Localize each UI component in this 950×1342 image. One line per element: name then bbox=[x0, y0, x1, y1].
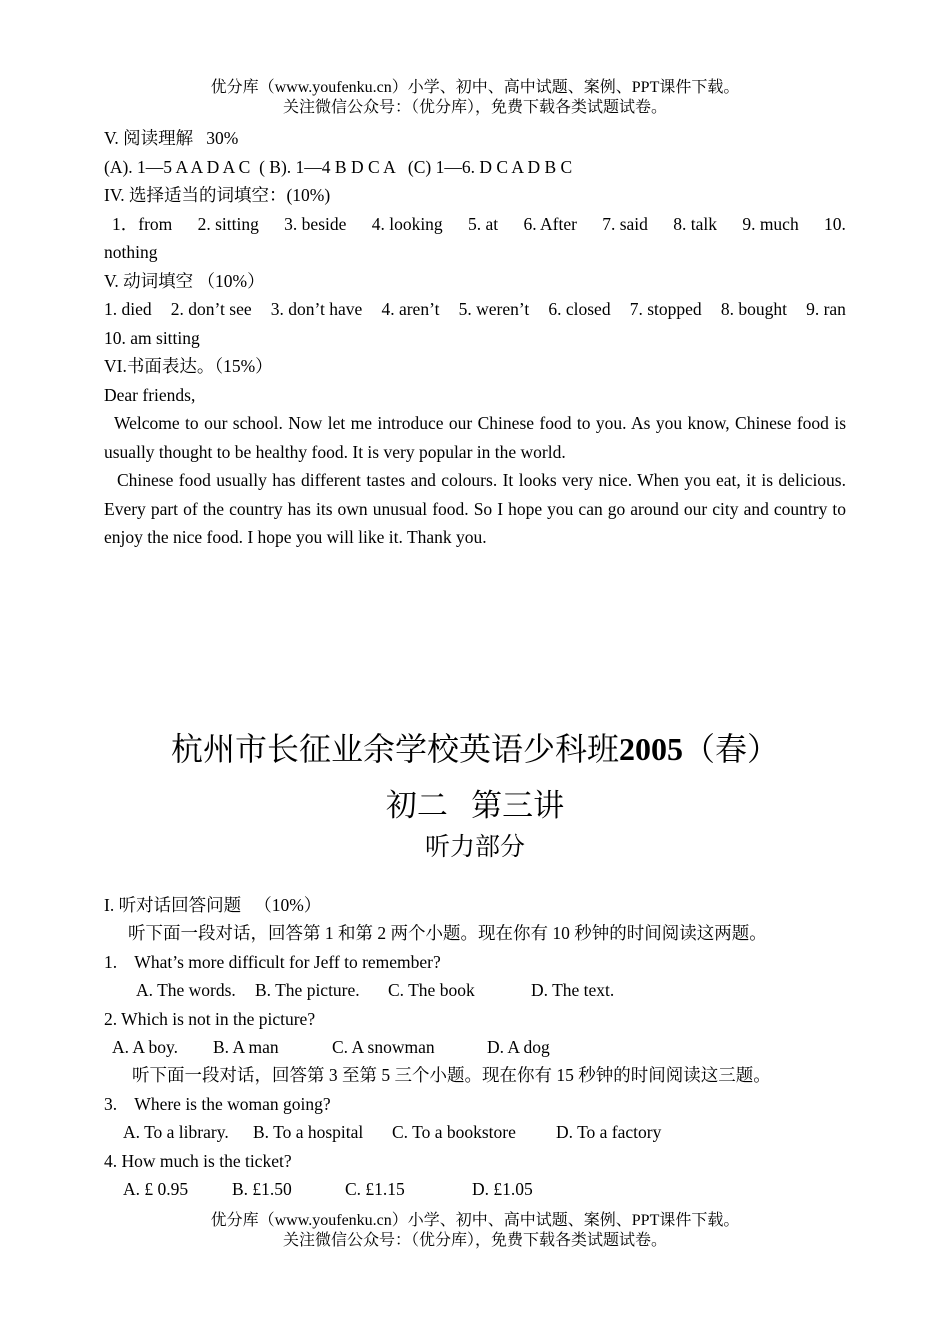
vocab-item: 2. sitting bbox=[197, 213, 259, 234]
option: D. A dog bbox=[487, 1037, 550, 1058]
title-year: 2005 bbox=[619, 731, 683, 767]
reading-answers: (A). 1—5 A A D A C ( B). 1—4 B D C A (C) 1—6. D C A D B C bbox=[104, 156, 573, 177]
listening-part-title: I. 听对话回答问题 （10%） bbox=[104, 895, 322, 915]
option: B. The picture. bbox=[255, 980, 360, 1001]
verb-item: 3. don’t have bbox=[270, 299, 363, 319]
question-2-options bbox=[104, 1033, 846, 1061]
verb-item: 8. bought bbox=[720, 299, 787, 319]
footer-line-2: 关注微信公众号：（优分库），免费下载各类试题试卷。 bbox=[282, 1232, 667, 1249]
document-title bbox=[0, 726, 950, 772]
option: D. £1.05 bbox=[472, 1179, 533, 1200]
letter-greeting: Dear friends, bbox=[104, 384, 196, 405]
page-footer bbox=[0, 1211, 950, 1251]
option: A. £ 0.95 bbox=[123, 1179, 189, 1200]
option: C. £1.15 bbox=[345, 1179, 405, 1200]
question-4: 4. How much is the ticket? bbox=[104, 1150, 292, 1171]
title-prefix: 杭州市长征业余学校英语少科班 bbox=[170, 731, 619, 767]
question-4-options bbox=[104, 1175, 846, 1203]
option: A. A boy. bbox=[112, 1037, 178, 1058]
document-subtitle: 初二 第三讲 bbox=[385, 788, 565, 823]
option: C. The book bbox=[388, 980, 475, 1001]
answer-key bbox=[104, 124, 846, 552]
title-suffix: （春） bbox=[683, 731, 780, 767]
vocab-item: 9. much bbox=[742, 213, 799, 234]
option: B. A man bbox=[213, 1037, 279, 1058]
writing-title: VI.书面表达。（15%） bbox=[104, 356, 273, 376]
vocab-item: 5. at bbox=[468, 213, 499, 234]
vocab-item: 6. After bbox=[523, 213, 577, 234]
vocab-item: 7. said bbox=[602, 213, 648, 234]
verb-last: 10. am sitting bbox=[104, 327, 200, 348]
option: B. To a hospital bbox=[253, 1122, 364, 1143]
option: D. To a factory bbox=[556, 1122, 662, 1143]
vocab-item: 10. bbox=[824, 213, 846, 234]
verb-item: 5. weren’t bbox=[458, 299, 530, 319]
section-title: 听力部分 bbox=[424, 834, 525, 861]
vocab-title: IV. 选择适当的词填空：(10%) bbox=[104, 185, 331, 205]
option: A. The words. bbox=[136, 980, 236, 1001]
option: C. To a bookstore bbox=[392, 1122, 516, 1143]
header-line-2: 关注微信公众号：（优分库），免费下载各类试题试卷。 bbox=[282, 99, 667, 116]
verb-item: 7. stopped bbox=[629, 299, 702, 319]
vocab-answers bbox=[104, 210, 846, 239]
verb-title: V. 动词填空 （10%） bbox=[104, 270, 265, 291]
verb-item: 4. aren’t bbox=[381, 299, 440, 319]
verb-item: 1. died bbox=[104, 299, 152, 319]
question-2: 2. Which is not in the picture? bbox=[104, 1008, 316, 1029]
letter-paragraph-2: Chinese food usually has different tastes and colours. It looks very nice. When you eat, it is delicious. Every part of the country has its own unusual food. So I hope you can go around our city and country to enjoy the nice food. I hope you will like it. Thank you. bbox=[104, 470, 846, 547]
question-3-options bbox=[104, 1118, 846, 1146]
vocab-item: 4. looking bbox=[371, 213, 443, 234]
listening-instruction-2: 听下面一段对话，回答第 3 至第 5 三个小题。现在你有 15 秒钟的时间阅读这三题。 bbox=[132, 1065, 771, 1086]
footer-line-1: 优分库（www.youfenku.cn）小学、初中、高中试题、案例、PPT课件下载。 bbox=[210, 1212, 740, 1229]
option: A. To a library. bbox=[123, 1122, 229, 1143]
listening-instruction-1: 听下面一段对话，回答第 1 和第 2 两个小题。现在你有 10 秒钟的时间阅读这两题。 bbox=[128, 923, 767, 944]
listening-section bbox=[104, 891, 846, 1203]
verb-item: 6. closed bbox=[548, 299, 611, 319]
header-line-1: 优分库（www.youfenku.cn）小学、初中、高中试题、案例、PPT课件下载。 bbox=[210, 79, 740, 96]
page-header bbox=[0, 78, 950, 118]
verb-item: 2. don’t see bbox=[170, 299, 252, 319]
option: C. A snowman bbox=[332, 1037, 435, 1058]
reading-title: V. 阅读理解 30% bbox=[104, 128, 239, 148]
question-3: 3. Where is the woman going? bbox=[104, 1093, 331, 1114]
verb-item: 9. ran bbox=[806, 299, 846, 319]
letter-paragraph-1: Welcome to our school. Now let me introduce our Chinese food to you. As you know, Chinese food is usually thought to be healthy food. It is very popular in the world. bbox=[104, 413, 846, 462]
option: B. £1.50 bbox=[232, 1179, 292, 1200]
vocab-item: 1．from bbox=[112, 213, 173, 234]
vocab-item: 8. talk bbox=[673, 213, 717, 234]
verb-answers bbox=[104, 295, 846, 324]
vocab-item: 3. beside bbox=[284, 213, 347, 234]
option: D. The text. bbox=[531, 980, 615, 1001]
vocab-last: nothing bbox=[104, 242, 158, 262]
question-1-options bbox=[104, 976, 846, 1004]
question-1: 1. What’s more difficult for Jeff to remember? bbox=[104, 951, 441, 972]
